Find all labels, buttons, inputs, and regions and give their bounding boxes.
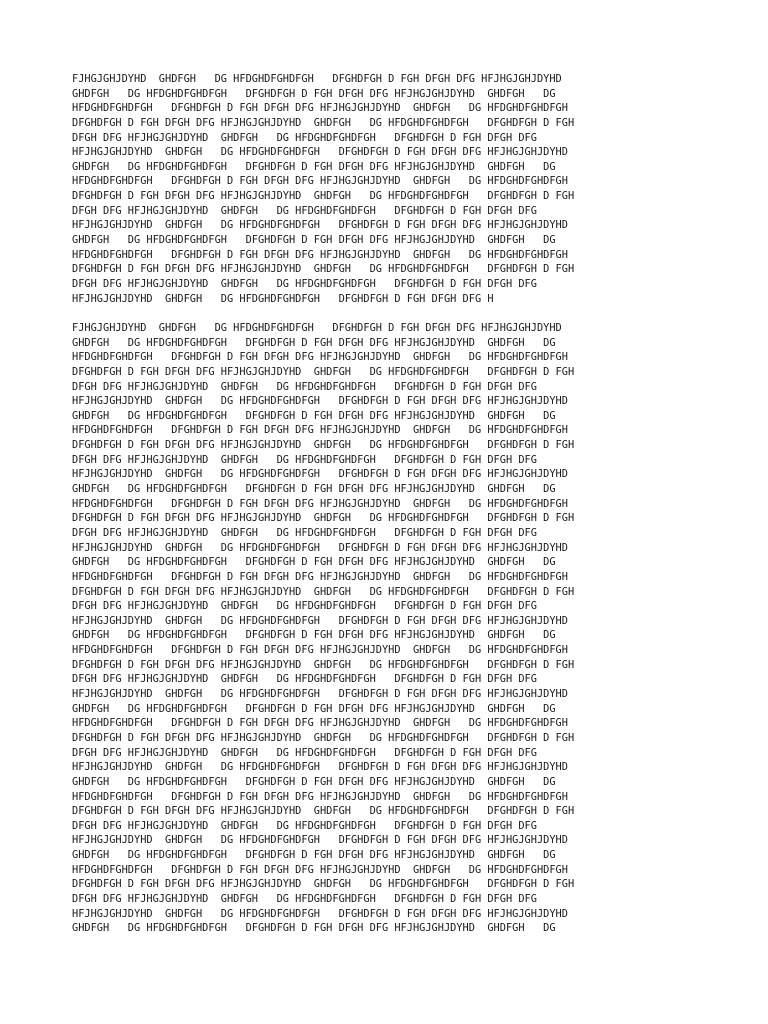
text-line: GHDFGH DG HFDGHDFGHDFGH DFGHDFGH D FGH DFGH DFG HFJHGJGHJDYHD GHDFGH DG — [72, 702, 556, 715]
text-line: HFJHGJGHJDYHD GHDFGH DG HFDGHDFGHDFGH DFGHDFGH D FGH DFGH DFG HFJHGJGHJDYHD — [72, 907, 568, 920]
text-line: DFGH DFG HFJHGJGHJDYHD GHDFGH DG HFDGHDFGHDFGH DFGHDFGH D FGH DFGH DFG — [72, 673, 537, 686]
text-line: DFGH DFG HFJHGJGHJDYHD GHDFGH DG HFDGHDFGHDFGH DFGHDFGH D FGH DFGH DFG — [72, 453, 537, 466]
text-line: DFGH DFG HFJHGJGHJDYHD GHDFGH DG HFDGHDFGHDFGH DFGHDFGH D FGH DFGH DFG — [72, 131, 537, 144]
text-line: DFGHDFGH D FGH DFGH DFG HFJHGJGHJDYHD GHDFGH DG HFDGHDFGHDFGH DFGHDFGH D FGH — [72, 878, 575, 891]
text-line: GHDFGH DG HFDGHDFGHDFGH DFGHDFGH D FGH DFGH DFG HFJHGJGHJDYHD GHDFGH DG — [72, 629, 556, 642]
text-line: DFGHDFGH D FGH DFGH DFG HFJHGJGHJDYHD GHDFGH DG HFDGHDFGHDFGH DFGHDFGH D FGH — [72, 439, 575, 452]
text-line: GHDFGH DG HFDGHDFGHDFGH DFGHDFGH D FGH DFGH DFG HFJHGJGHJDYHD GHDFGH DG — [72, 849, 556, 862]
text-line: DFGH DFG HFJHGJGHJDYHD GHDFGH DG HFDGHDFGHDFGH DFGHDFGH D FGH DFGH DFG — [72, 277, 537, 290]
text-line: HFJHGJGHJDYHD GHDFGH DG HFDGHDFGHDFGH DFGHDFGH D FGH DFGH DFG HFJHGJGHJDYHD — [72, 614, 568, 627]
text-line: HFDGHDFGHDFGH DFGHDFGH D FGH DFGH DFG HFJHGJGHJDYHD GHDFGH DG HFDGHDFGHDFGH — [72, 175, 568, 188]
text-line: HFDGHDFGHDFGH DFGHDFGH D FGH DFGH DFG HFJHGJGHJDYHD GHDFGH DG HFDGHDFGHDFGH — [72, 351, 568, 364]
text-line: GHDFGH DG HFDGHDFGHDFGH DFGHDFGH D FGH DFGH DFG HFJHGJGHJDYHD GHDFGH DG — [72, 409, 556, 422]
text-line: GHDFGH DG HFDGHDFGHDFGH DFGHDFGH D FGH DFGH DFG HFJHGJGHJDYHD GHDFGH DG — [72, 87, 556, 100]
text-line: DFGHDFGH D FGH DFGH DFG HFJHGJGHJDYHD GHDFGH DG HFDGHDFGHDFGH DFGHDFGH D FGH — [72, 805, 575, 818]
text-line: HFJHGJGHJDYHD GHDFGH DG HFDGHDFGHDFGH DFGHDFGH D FGH DFGH DFG HFJHGJGHJDYHD — [72, 541, 568, 554]
text-line: HFJHGJGHJDYHD GHDFGH DG HFDGHDFGHDFGH DFGHDFGH D FGH DFGH DFG HFJHGJGHJDYHD — [72, 146, 568, 159]
text-line: DFGHDFGH D FGH DFGH DFG HFJHGJGHJDYHD GHDFGH DG HFDGHDFGHDFGH DFGHDFGH D FGH — [72, 190, 575, 203]
text-line: DFGHDFGH D FGH DFGH DFG HFJHGJGHJDYHD GHDFGH DG HFDGHDFGHDFGH DFGHDFGH D FGH — [72, 365, 575, 378]
text-line: HFDGHDFGHDFGH DFGHDFGH D FGH DFGH DFG HFJHGJGHJDYHD GHDFGH DG HFDGHDFGHDFGH — [72, 102, 568, 115]
text-line: GHDFGH DG HFDGHDFGHDFGH DFGHDFGH D FGH DFGH DFG HFJHGJGHJDYHD GHDFGH DG — [72, 234, 556, 247]
text-line: HFJHGJGHJDYHD GHDFGH DG HFDGHDFGHDFGH DFGHDFGH D FGH DFGH DFG HFJHGJGHJDYHD — [72, 834, 568, 847]
text-line: HFDGHDFGHDFGH DFGHDFGH D FGH DFGH DFG HFJHGJGHJDYHD GHDFGH DG HFDGHDFGHDFGH — [72, 424, 568, 437]
text-line: HFDGHDFGHDFGH DFGHDFGH D FGH DFGH DFG HFJHGJGHJDYHD GHDFGH DG HFDGHDFGHDFGH — [72, 717, 568, 730]
text-line: HFJHGJGHJDYHD GHDFGH DG HFDGHDFGHDFGH DFGHDFGH D FGH DFGH DFG H — [72, 292, 494, 305]
text-line: GHDFGH DG HFDGHDFGHDFGH DFGHDFGH D FGH DFGH DFG HFJHGJGHJDYHD GHDFGH DG — [72, 922, 556, 935]
text-line: GHDFGH DG HFDGHDFGHDFGH DFGHDFGH D FGH DFGH DFG HFJHGJGHJDYHD GHDFGH DG — [72, 775, 556, 788]
paragraph-1 — [72, 72, 692, 306]
text-line: DFGH DFG HFJHGJGHJDYHD GHDFGH DG HFDGHDFGHDFGH DFGHDFGH D FGH DFGH DFG — [72, 600, 537, 613]
text-line: DFGHDFGH D FGH DFGH DFG HFJHGJGHJDYHD GHDFGH DG HFDGHDFGHDFGH DFGHDFGH D FGH — [72, 512, 575, 525]
text-line: HFDGHDFGHDFGH DFGHDFGH D FGH DFGH DFG HFJHGJGHJDYHD GHDFGH DG HFDGHDFGHDFGH — [72, 790, 568, 803]
text-line: HFJHGJGHJDYHD GHDFGH DG HFDGHDFGHDFGH DFGHDFGH D FGH DFGH DFG HFJHGJGHJDYHD — [72, 761, 568, 774]
text-line: DFGHDFGH D FGH DFGH DFG HFJHGJGHJDYHD GHDFGH DG HFDGHDFGHDFGH DFGHDFGH D FGH — [72, 658, 575, 671]
text-line: HFDGHDFGHDFGH DFGHDFGH D FGH DFGH DFG HFJHGJGHJDYHD GHDFGH DG HFDGHDFGHDFGH — [72, 570, 568, 583]
text-line: DFGH DFG HFJHGJGHJDYHD GHDFGH DG HFDGHDFGHDFGH DFGHDFGH D FGH DFGH DFG — [72, 204, 537, 217]
text-line: DFGHDFGH D FGH DFGH DFG HFJHGJGHJDYHD GHDFGH DG HFDGHDFGHDFGH DFGHDFGH D FGH — [72, 263, 575, 276]
text-line: FJHGJGHJDYHD GHDFGH DG HFDGHDFGHDFGH DFGHDFGH D FGH DFGH DFG HFJHGJGHJDYHD — [72, 322, 562, 334]
text-line: HFJHGJGHJDYHD GHDFGH DG HFDGHDFGHDFGH DFGHDFGH D FGH DFGH DFG HFJHGJGHJDYHD — [72, 219, 568, 232]
text-line: DFGHDFGH D FGH DFGH DFG HFJHGJGHJDYHD GHDFGH DG HFDGHDFGHDFGH DFGHDFGH D FGH — [72, 585, 575, 598]
text-line: DFGHDFGH D FGH DFGH DFG HFJHGJGHJDYHD GHDFGH DG HFDGHDFGHDFGH DFGHDFGH D FGH — [72, 731, 575, 744]
text-line: DFGH DFG HFJHGJGHJDYHD GHDFGH DG HFDGHDFGHDFGH DFGHDFGH D FGH DFGH DFG — [72, 526, 537, 539]
text-line: DFGHDFGH D FGH DFGH DFG HFJHGJGHJDYHD GHDFGH DG HFDGHDFGHDFGH DFGHDFGH D FGH — [72, 116, 575, 129]
text-line: HFJHGJGHJDYHD GHDFGH DG HFDGHDFGHDFGH DFGHDFGH D FGH DFGH DFG HFJHGJGHJDYHD — [72, 688, 568, 701]
text-line: DFGH DFG HFJHGJGHJDYHD GHDFGH DG HFDGHDFGHDFGH DFGHDFGH D FGH DFGH DFG — [72, 380, 537, 393]
paragraph-2 — [72, 321, 692, 936]
text-line: HFDGHDFGHDFGH DFGHDFGH D FGH DFGH DFG HFJHGJGHJDYHD GHDFGH DG HFDGHDFGHDFGH — [72, 248, 568, 261]
text-line: HFDGHDFGHDFGH DFGHDFGH D FGH DFGH DFG HFJHGJGHJDYHD GHDFGH DG HFDGHDFGHDFGH — [72, 644, 568, 657]
text-line: GHDFGH DG HFDGHDFGHDFGH DFGHDFGH D FGH DFGH DFG HFJHGJGHJDYHD GHDFGH DG — [72, 160, 556, 173]
text-line: DFGH DFG HFJHGJGHJDYHD GHDFGH DG HFDGHDFGHDFGH DFGHDFGH D FGH DFGH DFG — [72, 819, 537, 832]
text-line: DFGH DFG HFJHGJGHJDYHD GHDFGH DG HFDGHDFGHDFGH DFGHDFGH D FGH DFGH DFG — [72, 746, 537, 759]
text-line: HFDGHDFGHDFGH DFGHDFGH D FGH DFGH DFG HFJHGJGHJDYHD GHDFGH DG HFDGHDFGHDFGH — [72, 863, 568, 876]
text-line: HFDGHDFGHDFGH DFGHDFGH D FGH DFGH DFG HFJHGJGHJDYHD GHDFGH DG HFDGHDFGHDFGH — [72, 497, 568, 510]
text-line: HFJHGJGHJDYHD GHDFGH DG HFDGHDFGHDFGH DFGHDFGH D FGH DFGH DFG HFJHGJGHJDYHD — [72, 468, 568, 481]
text-line: GHDFGH DG HFDGHDFGHDFGH DFGHDFGH D FGH DFGH DFG HFJHGJGHJDYHD GHDFGH DG — [72, 556, 556, 569]
text-line: DFGH DFG HFJHGJGHJDYHD GHDFGH DG HFDGHDFGHDFGH DFGHDFGH D FGH DFGH DFG — [72, 892, 537, 905]
text-line: HFJHGJGHJDYHD GHDFGH DG HFDGHDFGHDFGH DFGHDFGH D FGH DFGH DFG HFJHGJGHJDYHD — [72, 395, 568, 408]
text-line: GHDFGH DG HFDGHDFGHDFGH DFGHDFGH D FGH DFGH DFG HFJHGJGHJDYHD GHDFGH DG — [72, 336, 556, 349]
text-line: FJHGJGHJDYHD GHDFGH DG HFDGHDFGHDFGH DFGHDFGH D FGH DFGH DFG HFJHGJGHJDYHD — [72, 73, 562, 85]
text-line: GHDFGH DG HFDGHDFGHDFGH DFGHDFGH D FGH DFGH DFG HFJHGJGHJDYHD GHDFGH DG — [72, 483, 556, 496]
